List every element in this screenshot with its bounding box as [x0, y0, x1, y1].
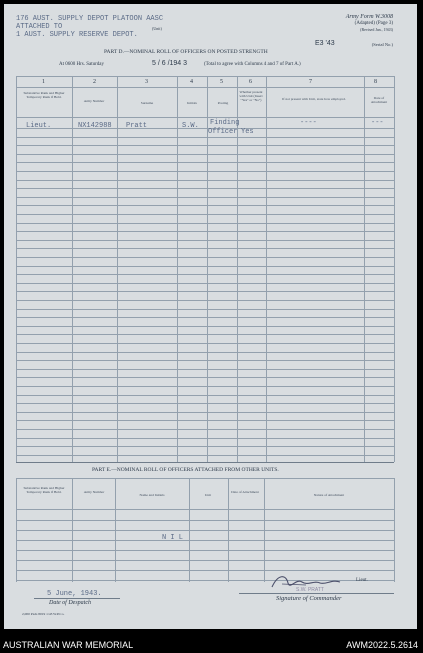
- col-number-8: 8: [374, 79, 377, 85]
- form-number: Army Form W.3008: [345, 14, 393, 20]
- despatch-label: Date of Despatch: [49, 600, 91, 606]
- signature-stamp: S.W. PRATT: [296, 587, 324, 593]
- column-divider: [16, 76, 17, 462]
- e-col-header-rank: Substantive Rank and Higher Temporary Rank if Held.: [23, 486, 65, 494]
- e-col-header-nature: Nature of Attachment: [313, 493, 345, 497]
- despatch-date: 5 June, 1943.: [47, 590, 102, 598]
- column-divider: [177, 76, 178, 462]
- signature-underline: [239, 593, 394, 594]
- unit-line-3: 1 AUST. SUPPLY RESERVE DEPOT.: [16, 31, 138, 39]
- col-header-initials: Initials: [187, 101, 197, 105]
- column-divider: [364, 76, 365, 462]
- unit-line-2: ATTACHED TO: [16, 23, 63, 31]
- date-value: 5 / 6 /194 3: [152, 60, 188, 67]
- serial-label: (Serial No.): [371, 42, 393, 47]
- column-divider: [266, 76, 267, 462]
- caption-left: AUSTRALIAN WAR MEMORIAL: [3, 640, 134, 650]
- col-header-date: Date of Attachment: [370, 96, 388, 104]
- col-header-present: Whether present with Unit (Insert "Yes" or "No"): [239, 90, 263, 102]
- entry-surname: Pratt: [126, 122, 148, 130]
- col-header-army-number: Army Number: [83, 99, 105, 103]
- e-col-header-unit: Unit: [204, 493, 212, 497]
- e-col-header-date: Date of Attachment: [231, 490, 259, 494]
- serial-number: E3 '43: [315, 40, 335, 47]
- column-divider: [117, 76, 118, 462]
- col-number-6: 6: [249, 79, 252, 85]
- caption-right: AWM2022.5.2614: [346, 640, 418, 650]
- part-d-title: PART D.—NOMINAL ROLL OF OFFICERS ON POSTED STRENGTH: [104, 49, 268, 55]
- nil-entry: N I L: [162, 534, 184, 542]
- col-number-4: 4: [190, 79, 193, 85]
- e-col-header-army-number: Army Number: [83, 490, 105, 494]
- col-number-2: 2: [93, 79, 96, 85]
- column-divider: [72, 76, 73, 462]
- signature-label: Signature of Commander: [276, 595, 342, 602]
- col-header-employed: If not present with Unit, state how employed.: [282, 97, 346, 101]
- e-col-header-name: Name and Initials: [139, 493, 165, 497]
- col-header-rank: Substantive Rank and Higher Temporary Rank if Held.: [23, 91, 65, 99]
- printer-line: 2,000 Pads 8019 1/43 W.P.Co.: [22, 612, 65, 616]
- form-adapted: (Adapted) (Page 3): [354, 21, 393, 26]
- part-divider: [16, 462, 394, 463]
- despatch-underline: [34, 598, 120, 599]
- entry-date: ---: [371, 119, 384, 127]
- unit-label: (Unit): [152, 26, 162, 31]
- column-divider: [394, 478, 395, 582]
- col-number-7: 7: [309, 79, 312, 85]
- caption-bar: [0, 636, 423, 653]
- date-prefix: At 0600 Hrs. Saturday: [59, 62, 104, 67]
- part-e-title: PART E.—NOMINAL ROLL OF OFFICERS ATTACHED FROM OTHER UNITS.: [92, 467, 279, 473]
- date-note: (Total to agree with Columns 4 and 7 of Part A.): [204, 62, 301, 67]
- unit-line-1: 176 AUST. SUPPLY DEPOT PLATOON AASC: [16, 15, 164, 23]
- entry-rank: Lieut.: [26, 122, 52, 130]
- column-divider: [394, 76, 395, 462]
- col-number-5: 5: [220, 79, 223, 85]
- col-number-3: 3: [145, 79, 148, 85]
- entry-posting-line2: Officer: [208, 128, 238, 136]
- col-number-1: 1: [42, 79, 45, 85]
- form-revised: (Revised Jan., 1943): [360, 27, 393, 32]
- entry-initials: S.W.: [182, 122, 199, 130]
- col-header-surname: Surname: [140, 101, 154, 105]
- entry-posting-line1: Finding: [210, 119, 240, 127]
- entry-army-number: NX142988: [78, 122, 112, 130]
- entry-present: Yes: [241, 128, 254, 136]
- column-divider: [264, 478, 265, 582]
- entry-employed: ----: [300, 119, 317, 127]
- col-header-posting: Posting: [217, 101, 229, 105]
- document-page: [4, 4, 417, 629]
- column-divider: [72, 478, 73, 582]
- signature-rank: Lieut.: [356, 578, 368, 583]
